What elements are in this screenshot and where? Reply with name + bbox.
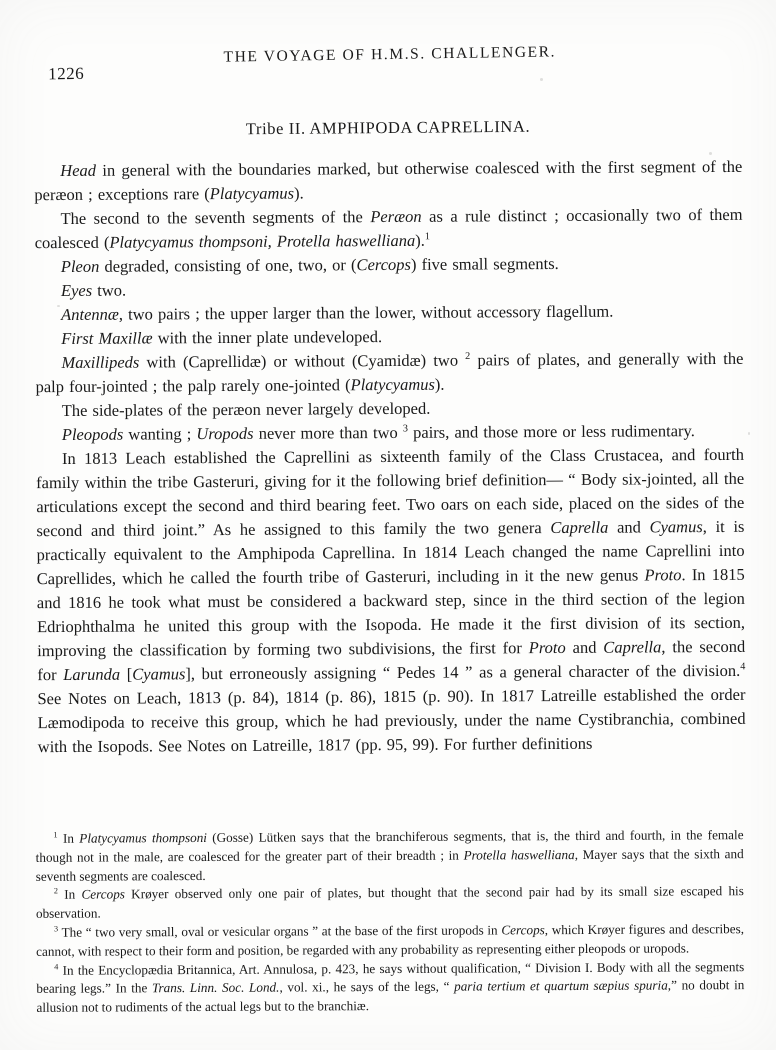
body-text: [34, 155, 746, 759]
body-paragraph: Pleopods wanting ; Uropods never more than two $^3$ pairs, and those more or less rudimentary.: [61, 421, 695, 445]
footnote: $^1$ In Platycyamus thompsoni (Gosse) Lütken says that the branchiferous segments, that is, the third and fourth, in the female though not in the male, are coalesced for the greater part of their breadth ; in Protella haswelliana, Mayer says that the sixth and seventh segments are coalesced.: [35, 827, 744, 884]
body-paragraph: Antennæ, two pairs ; the upper larger than the lower, without accessory flagellum.: [61, 301, 614, 325]
scan-speck: [748, 432, 750, 435]
section-title: Tribe II. AMPHIPODA CAPRELLINA.: [245, 116, 531, 139]
body-paragraph: Pleon degraded, consisting of one, two, or (Cercops) five small segments.: [60, 253, 559, 277]
footnote: $^4$ In the Encyclopædia Britannica, Art. Annulosa, p. 423, he says without qualification, “ Division I. Body with all the segments bearing legs.” In the Trans. Linn. Soc. Lond., vol. xi., he says of the legs, “ paria tertium et quartum sæpius spuria,” no doubt in allusion not to rudiments of the actual legs but to the branchiæ.: [36, 958, 745, 1016]
body-paragraph: Head in general with the boundaries marked, but otherwise coalesced with the first segment of the peræon ; exceptions rare (Platycyamus).: [34, 156, 743, 205]
footnotes-block: [36, 826, 745, 1018]
page-number: 1226: [47, 63, 85, 84]
running-title: THE VOYAGE OF H.M.S. CHALLENGER.: [223, 43, 557, 66]
footnote: $^2$ In Cercops Krøyer observed only one pair of plates, but thought that the second pair had by its small size escaped his observation.: [35, 883, 744, 922]
page-header: [36, 38, 745, 89]
footnote: $^3$ The “ two very small, oval or vesicular organs ” at the base of the first uropods in Cercops, which Krøyer figures and describes, cannot, with respect to their form and position, be regarded with any probability as representing either pleopods or uropods.: [36, 921, 745, 959]
body-paragraph: In 1813 Leach established the Caprellini as sixteenth family of the Class Crustacea, and fourth family within the tribe Gasteruri, giving for it the following brief definition— “ Body six-jointed, all the articulations except the second and third bearing feet. Two oars on each side, placed on the sides of the second and third joint.” As he assigned to this family the two genera Caprella and Cyamus, it is practically equivalent to the Amphipoda Caprellina. In 1814 Leach changed the name Caprellini into Caprellides, which he called the fourth tribe of Gasteruri, including in it the new genus Proto. In 1815 and 1816 he took what must be considered a backward step, since in the third section of the legion Edriophthalma he united this group with the Isopoda. He made it the first division of its section, improving the classification by forming two subdivisions, the first for Proto and Caprella, the second for Larunda [Cyamus], but erroneously assigning “ Pedes 14 ” as a general character of the division.$^4$ See Notes on Leach, 1813 (p. 84), 1814 (p. 86), 1815 (p. 90). In 1817 Latreille established the order Læmodipoda to receive this group, which he had previously, under the name Cystibranchia, combined with the Isopods. See Notes on Latreille, 1817 (pp. 95, 99). For further definitions: [36, 444, 746, 757]
body-paragraph: Eyes two.: [60, 280, 127, 301]
body-paragraph: Maxillipeds with (Caprellidæ) or without (Cyamidæ) two $^2$ pairs of plates, and generally with the palp four-jointed ; the palp rarely one-jointed (Platycyamus).: [35, 348, 744, 397]
body-paragraph: The side-plates of the peræon never largely developed.: [61, 398, 431, 421]
body-paragraph: First Maxillæ with the inner plate undeveloped.: [61, 327, 383, 349]
body-paragraph: The second to the seventh segments of the Peræon as a rule distinct ; occasionally two of them coalesced (Platycyamus thompsoni, Protella haswelliana).$^1$: [34, 204, 743, 253]
